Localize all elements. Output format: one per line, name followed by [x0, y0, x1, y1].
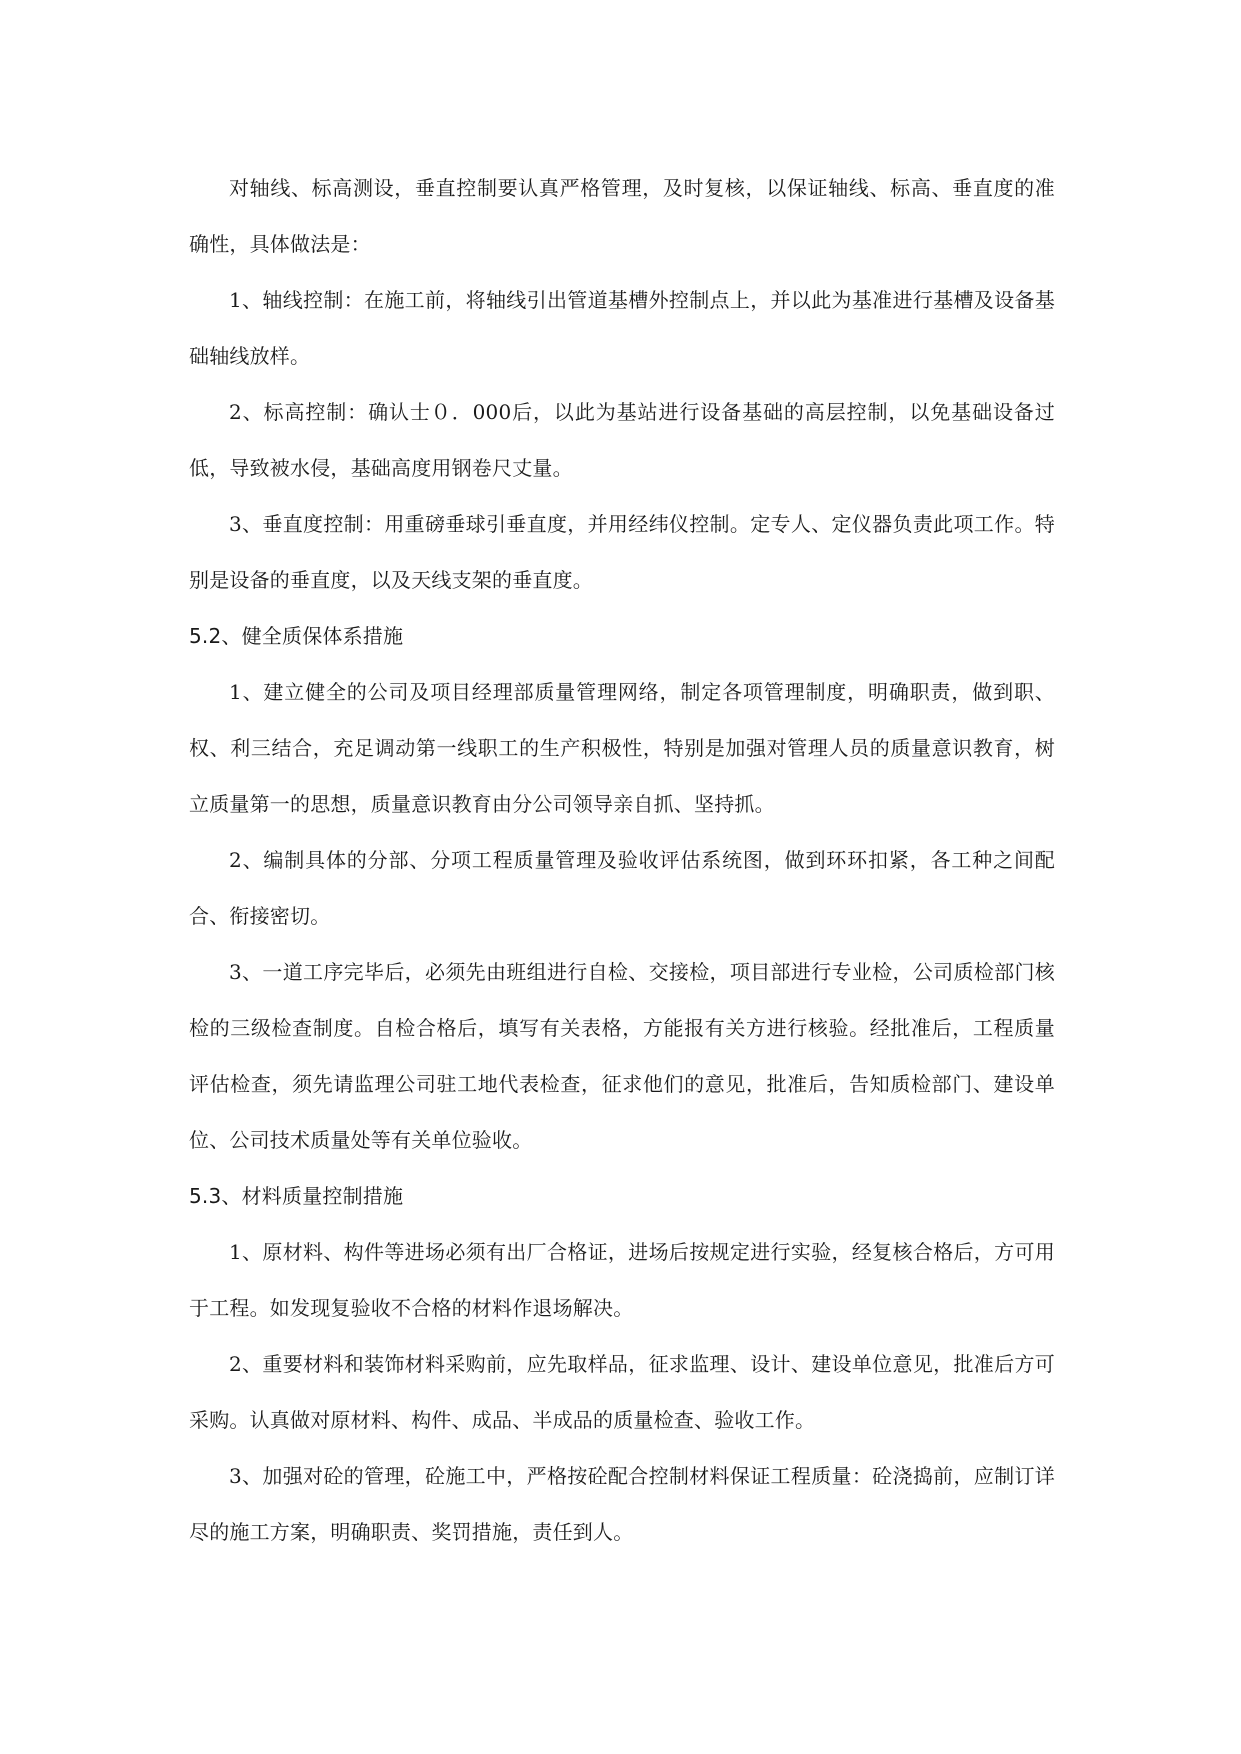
- paragraph-axis-control: 1、轴线控制：在施工前，将轴线引出管道基槽外控制点上，并以此为基准进行基槽及设备基础轴线放样。: [189, 288, 1055, 368]
- paragraph-elevation-control: 2、标高控制：确认士０．000后，以此为基站进行设备基础的高层控制，以免基础设备过低，导致被水侵，基础高度用钢卷尺丈量。: [189, 400, 1055, 480]
- section-heading-5-3: 5.3、材料质量控制措施: [189, 1184, 404, 1208]
- paragraph-raw-materials: 1、原材料、构件等进场必须有出厂合格证，进场后按规定进行实验，经复核合格后，方可用于工程。如发现复验收不合格的材料作退场解决。: [189, 1240, 1055, 1320]
- paragraph-concrete-management: 3、加强对砼的管理，砼施工中，严格按砼配合控制材料保证工程质量：砼浇捣前，应制订详尽的施工方案，明确职责、奖罚措施，责任到人。: [189, 1464, 1055, 1544]
- paragraph-verticality-control: 3、垂直度控制：用重磅垂球引垂直度，并用经纬仪控制。定专人、定仪器负责此项工作。特别是设备的垂直度，以及天线支架的垂直度。: [189, 512, 1055, 592]
- paragraph-inspection-procedure: 3、一道工序完毕后，必须先由班组进行自检、交接检，项目部进行专业检，公司质检部门核检的三级检查制度。自检合格后，填写有关表格，方能报有关方进行核验。经批准后，工程质量评估检查，须先请监理公司驻工地代表检查，征求他们的意见，批准后，告知质检部门、建设单位、公司技术质量处等有关单位验收。: [189, 960, 1055, 1152]
- paragraph-quality-network: 1、建立健全的公司及项目经理部质量管理网络，制定各项管理制度，明确职责，做到职、权、利三结合，充足调动第一线职工的生产积极性，特别是加强对管理人员的质量意识教育，树立质量第一的思想，质量意识教育由分公司领导亲自抓、坚持抓。: [189, 680, 1055, 816]
- document-page: [189, 160, 1055, 1560]
- paragraph-material-procurement: 2、重要材料和装饰材料采购前，应先取样品，征求监理、设计、建设单位意见，批准后方可采购。认真做对原材料、构件、成品、半成品的质量检查、验收工作。: [189, 1352, 1055, 1432]
- section-heading-5-2: 5.2、健全质保体系措施: [189, 624, 404, 648]
- paragraph-intro: 对轴线、标高测设，垂直控制要认真严格管理，及时复核，以保证轴线、标高、垂直度的准确性，具体做法是：: [189, 176, 1055, 256]
- paragraph-acceptance-diagram: 2、编制具体的分部、分项工程质量管理及验收评估系统图，做到环环扣紧，各工种之间配合、衔接密切。: [189, 848, 1055, 928]
